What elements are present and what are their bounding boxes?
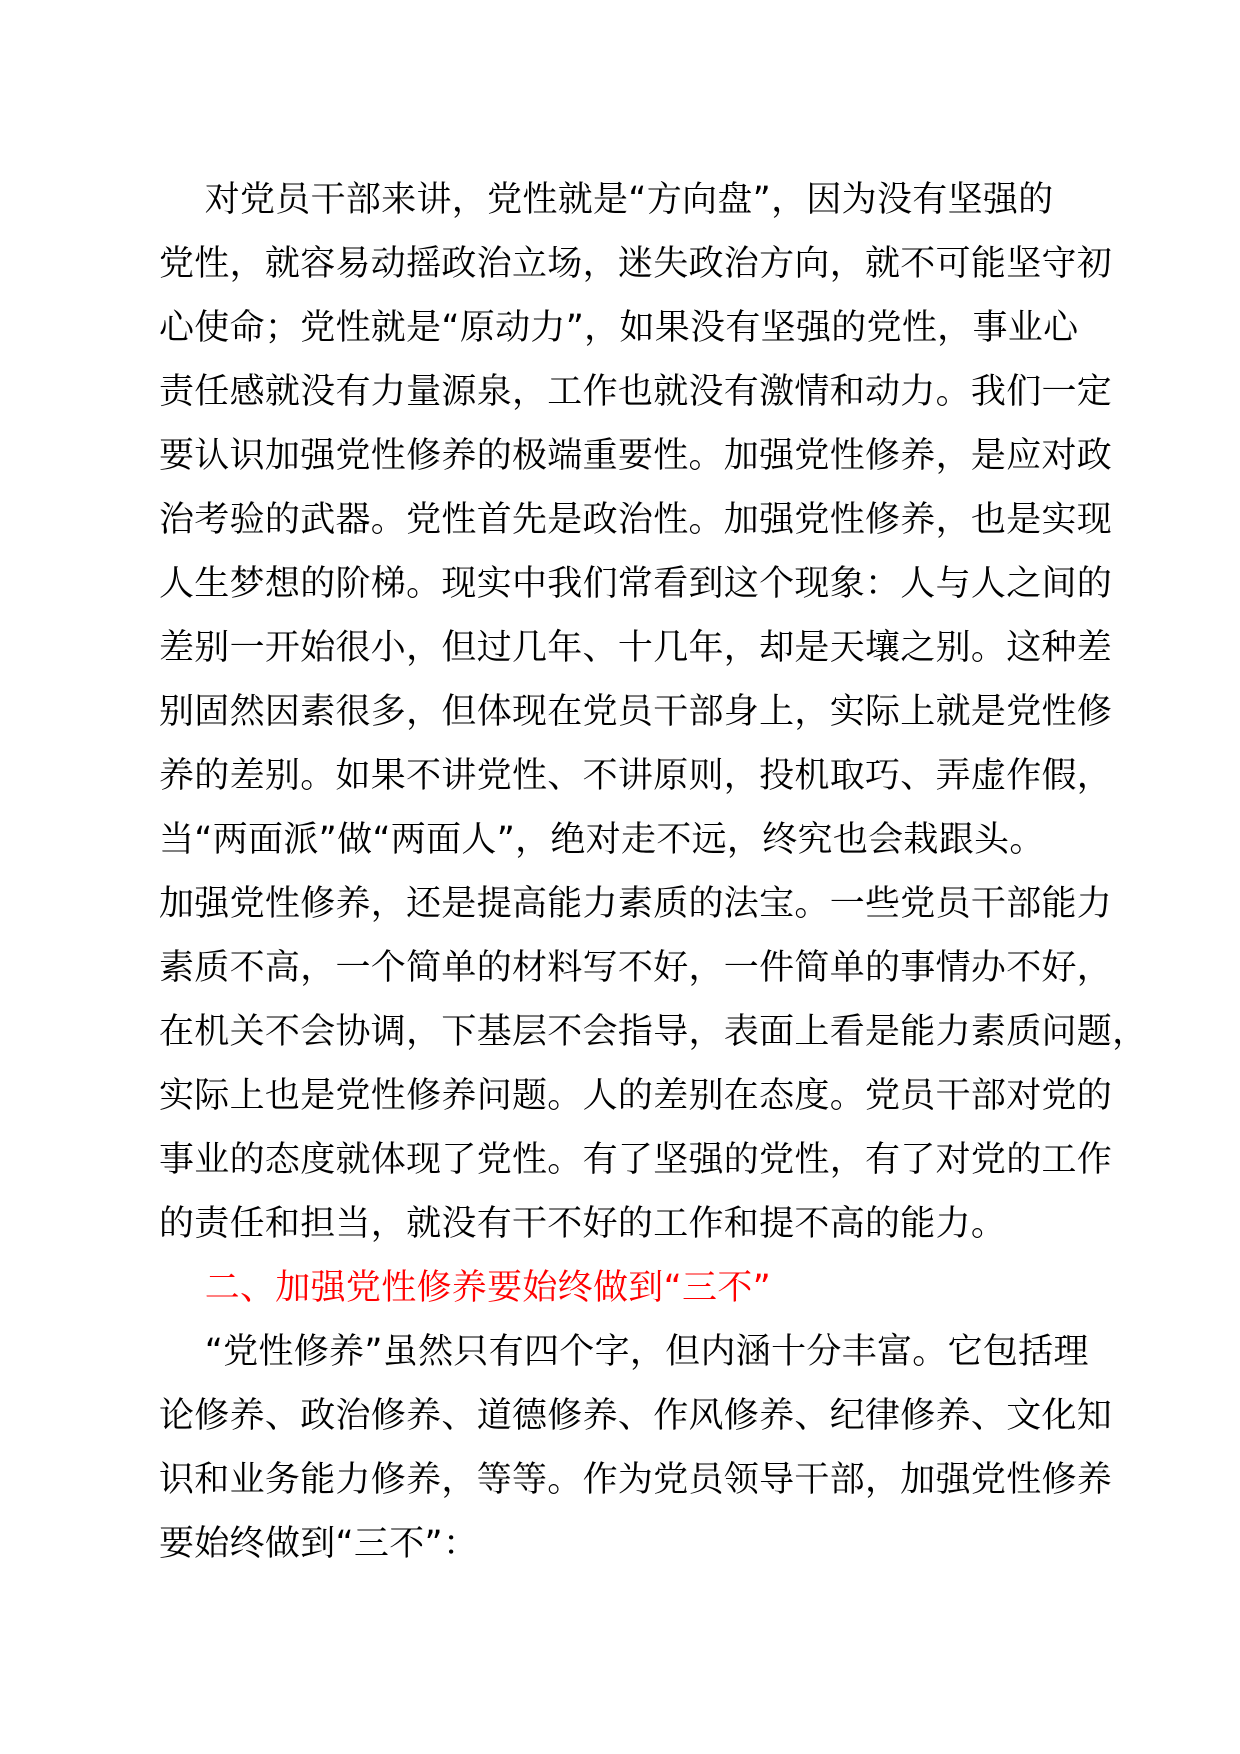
- paragraph-line: “党性修养”虽然只有四个字，但内涵十分丰富。它包括理: [159, 1332, 1089, 1372]
- paragraph-line: 事业的态度就体现了党性。有了坚强的党性，有了对党的工作: [159, 1140, 1113, 1180]
- paragraph-line: 责任感就没有力量源泉，工作也就没有激情和动力。我们一定: [159, 372, 1113, 412]
- section-heading: 二、加强党性修养要始终做到“三不”: [159, 1268, 772, 1308]
- paragraph-line: 养的差别。如果不讲党性、不讲原则，投机取巧、弄虚作假，: [159, 756, 1113, 796]
- document-body: [159, 168, 1148, 1576]
- paragraph-line: 当“两面派”做“两面人”，绝对走不远，终究也会栽跟头。: [159, 820, 1045, 860]
- paragraph-line: 加强党性修养，还是提高能力素质的法宝。一些党员干部能力: [159, 884, 1113, 924]
- paragraph-line: 识和业务能力修养，等等。作为党员领导干部，加强党性修养: [159, 1460, 1113, 1500]
- paragraph-line: 要认识加强党性修养的极端重要性。加强党性修养，是应对政: [159, 436, 1113, 476]
- paragraph-line: 党性，就容易动摇政治立场，迷失政治方向，就不可能坚守初: [159, 244, 1113, 284]
- paragraph-line: 在机关不会协调，下基层不会指导，表面上看是能力素质问题，: [159, 1012, 1148, 1052]
- paragraph-line: 素质不高，一个简单的材料写不好，一件简单的事情办不好，: [159, 948, 1113, 988]
- paragraph-line: 的责任和担当，就没有干不好的工作和提不高的能力。: [159, 1204, 1007, 1244]
- paragraph-line: 论修养、政治修养、道德修养、作风修养、纪律修养、文化知: [159, 1396, 1113, 1436]
- paragraph-line: 心使命；党性就是“原动力”，如果没有坚强的党性，事业心: [159, 308, 1079, 348]
- paragraph-line: 实际上也是党性修养问题。人的差别在态度。党员干部对党的: [159, 1076, 1113, 1116]
- paragraph-line: 别固然因素很多，但体现在党员干部身上，实际上就是党性修: [159, 692, 1113, 732]
- paragraph-line: 对党员干部来讲，党性就是“方向盘”，因为没有坚强的: [159, 180, 1054, 220]
- paragraph-line: 人生梦想的阶梯。现实中我们常看到这个现象：人与人之间的: [159, 564, 1113, 604]
- paragraph-line: 差别一开始很小，但过几年、十几年，却是天壤之别。这种差: [159, 628, 1113, 668]
- paragraph-line: 治考验的武器。党性首先是政治性。加强党性修养，也是实现: [159, 500, 1113, 540]
- paragraph-line: 要始终做到“三不”：: [159, 1524, 479, 1564]
